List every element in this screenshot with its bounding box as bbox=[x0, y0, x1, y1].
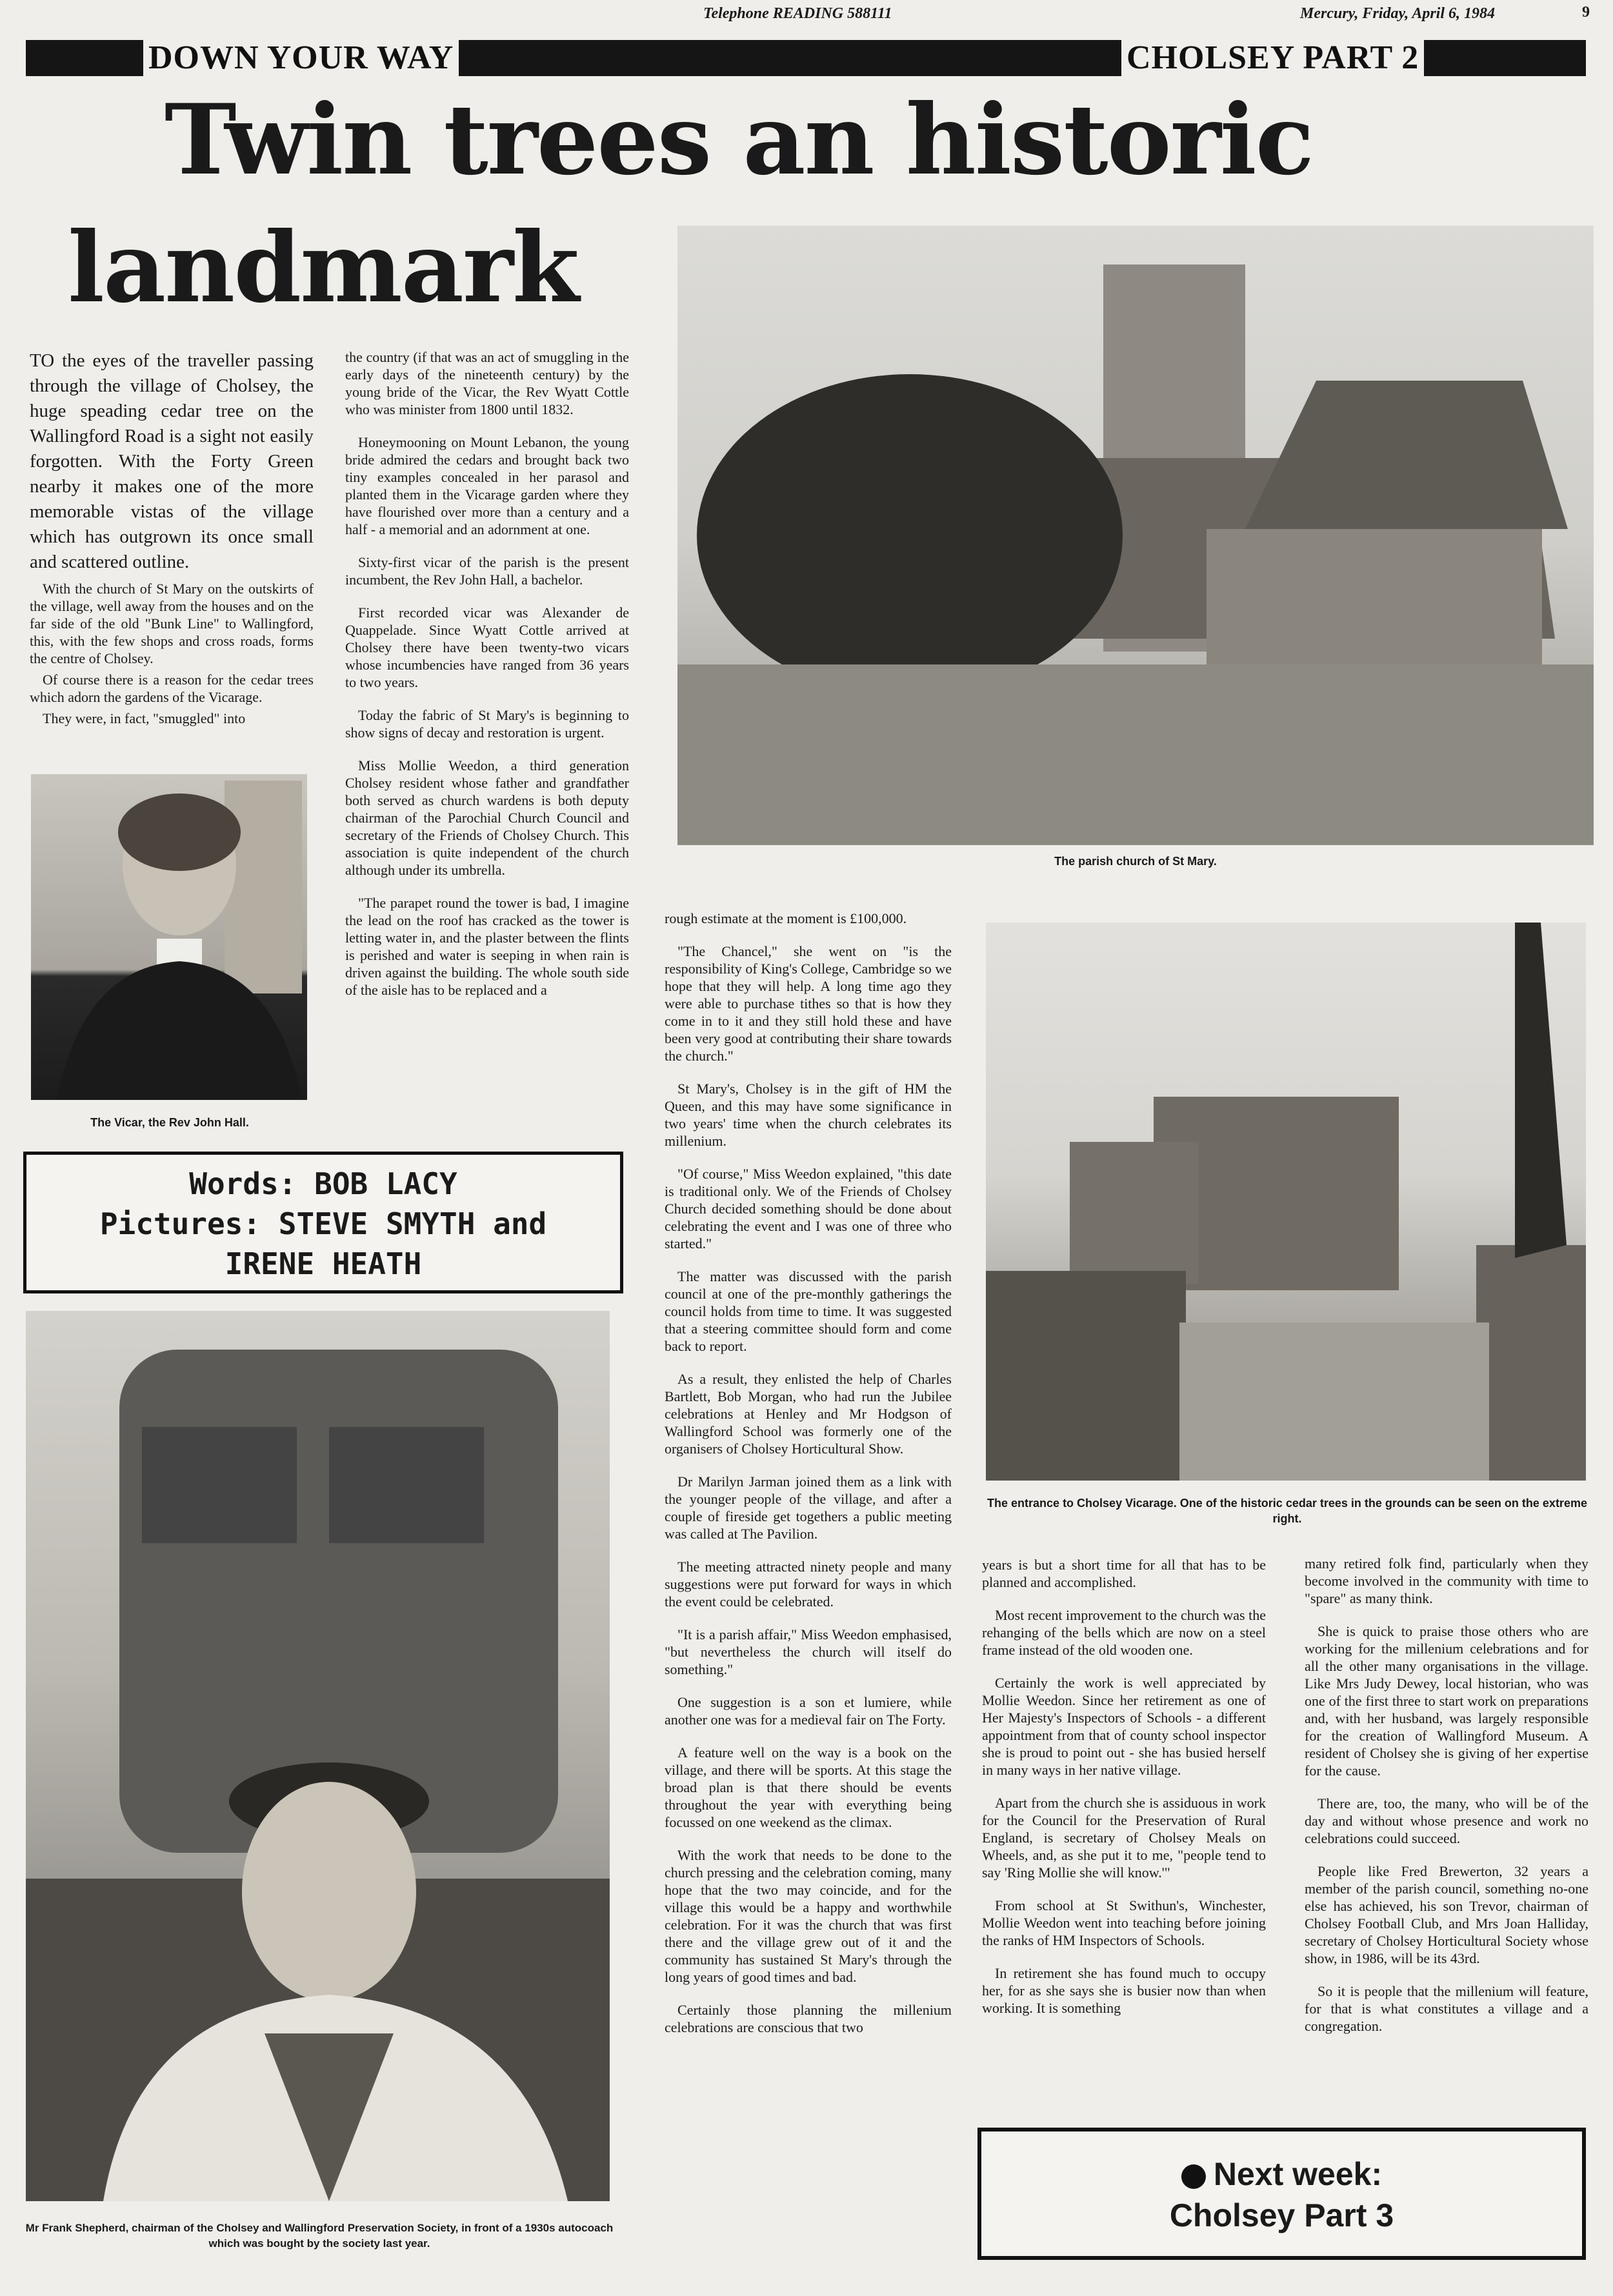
article-column-1 bbox=[30, 348, 314, 743]
paragraph: In retirement she has found much to occupy her, for as she says she is busier now than when working. It is something bbox=[982, 1965, 1266, 2016]
paragraph: "Of course," Miss Weedon explained, "this date is traditional only. We of the Friends of Cholsey Church decided something should be done about celebrating the event and I was one of three who started." bbox=[665, 1166, 952, 1252]
vicarage-entrance-photo bbox=[986, 923, 1586, 1481]
paragraph: Certainly the work is well appreciated by Mollie Weedon. Since her retirement as one of Her Majesty's Inspectors of Schools - a different appointment from that of county school inspector she is proud to point out - she has busied herself in many ways in her native village. bbox=[982, 1675, 1266, 1778]
lead-paragraph: TO the eyes of the traveller passing through the village of Cholsey, the huge speading cedar tree on the Wallingford Road is a sight not easily forgotten. With the Forty Green nearby it makes one of the more memorable vistas of the village which has outgrown its once small and scattered outline. bbox=[30, 350, 314, 572]
next-week-box bbox=[977, 2128, 1586, 2260]
paragraph: From school at St Swithun's, Winchester, Mollie Weedon went into teaching before joining the ranks of HM Inspectors of Schools. bbox=[982, 1897, 1266, 1948]
paragraph: rough estimate at the moment is £100,000. bbox=[665, 910, 907, 926]
paragraph: Apart from the church she is assiduous in work for the Council for the Preservation of Rural England, is secretary of Cholsey Meals on Wheels, and, as she put it to me, "people tend to say 'Ring Mollie she will know.'" bbox=[982, 1795, 1266, 1881]
paragraph: People like Fred Brewerton, 32 years a member of the parish council, something no-one else has achieved, his son Trevor, chairman of Cholsey Football Club, and Mrs Joan Halliday, secretary of Cholsey Horticultural Society whose show, in 1986, will be its 43rd. bbox=[1305, 1863, 1588, 1966]
paragraph: There are, too, the many, who will be of the day and without whose presence and work no celebrations could succeed. bbox=[1305, 1795, 1588, 1846]
paragraph: They were, in fact, "smuggled" into bbox=[43, 710, 246, 726]
paragraph: So it is people that the millenium will feature, for that is what constitutes a village and a congregation. bbox=[1305, 1983, 1588, 2034]
credits-box bbox=[23, 1152, 623, 1293]
paragraph: Today the fabric of St Mary's is beginning to show signs of decay and restoration is urgent. bbox=[345, 707, 629, 741]
paragraph: Miss Mollie Weedon, a third generation Cholsey resident whose father and grandfather both served as church wardens is both deputy chairman of the Parochial Church Council and secretary of the Friends of Cholsey Church. This association is quite independent of the church although under its umbrella. bbox=[345, 757, 629, 878]
paragraph: "The Chancel," she went on "is the responsibility of King's College, Cambridge so we hope that they will help. A long time ago they were able to purchase tithes so that is how they come in to it and they still hold these and have been very good at contributing their share towards the church." bbox=[665, 943, 952, 1064]
paragraph: Most recent improvement to the church was the rehanging of the bells which are now on a steel frame instead of the old wooden one. bbox=[982, 1607, 1266, 1658]
headline-line-1: Twin trees an historic bbox=[165, 83, 1314, 197]
credits-pictures-cont: IRENE HEATH bbox=[225, 1246, 422, 1281]
paragraph: Honeymooning on Mount Lebanon, the young bride admired the cedars and brought back two tiny examples concealed in her parasol and planted them in the Vicarage garden where they have flourished over more than a century and a half - a memorial and an adornment at one. bbox=[345, 434, 629, 537]
paragraph: many retired folk find, particularly when they become involved in the community with time to "spare" as many think. bbox=[1305, 1555, 1588, 1606]
next-week-heading bbox=[981, 2153, 1582, 2195]
paragraph: The meeting attracted ninety people and many suggestions were put forward for ways in which the event could be celebrated. bbox=[665, 1559, 952, 1610]
paragraph: St Mary's, Cholsey is in the gift of HM the Queen, and this may have some significance in two years' time when the church celebrates its millenium. bbox=[665, 1081, 952, 1149]
article-column-4 bbox=[982, 1556, 1266, 2032]
article-column-3 bbox=[665, 910, 952, 2051]
bullet-icon bbox=[1181, 2164, 1206, 2189]
paragraph: Dr Marilyn Jarman joined them as a link with the younger people of the village, and after a couple of fireside get togethers a public meeting was called at The Pavilion. bbox=[665, 1473, 952, 1542]
paragraph: "It is a parish affair," Miss Weedon emphasised, "but nevertheless the church will itself do something." bbox=[665, 1626, 952, 1677]
paragraph: A feature well on the way is a book on the village, and there will be sports. At this stage the broad plan is that there should be events throughout the year with everything being focussed on one weekend as the climax. bbox=[665, 1744, 952, 1830]
credits-pictures: Pictures: STEVE SMYTH and bbox=[99, 1206, 547, 1241]
paragraph: the country (if that was an act of smuggling in the early days of the nineteenth century) by the young bride of the Vicar, the Rev Wyatt Cottle who was minister from 1800 until 1832. bbox=[345, 349, 629, 417]
next-week-title: Cholsey Part 3 bbox=[1169, 2197, 1394, 2233]
church-caption: The parish church of St Mary. bbox=[1054, 855, 1217, 868]
shepherd-caption: Mr Frank Shepherd, chairman of the Cholsey and Wallingford Preservation Society, in front of a 1930s autocoach which was bought by the society last year. bbox=[25, 2222, 614, 2250]
paragraph: With the work that needs to be done to the church pressing and the celebration coming, many hope that the two may coincide, and for the village this would be a happy and worthwhile celebration. For it was the church that was first there and the village grew out of it and the community has sustained St Mary's through the long years of good times and bad. bbox=[665, 1847, 952, 1985]
paragraph: One suggestion is a son et lumiere, while another one was for a medieval fair on The Forty. bbox=[665, 1694, 952, 1728]
masthead-date: Mercury, Friday, April 6, 1984 bbox=[1300, 5, 1496, 22]
section-bar bbox=[26, 40, 1586, 76]
paragraph: Certainly those planning the millenium celebrations are conscious that two bbox=[665, 2002, 952, 2035]
vicarage-caption: The entrance to Cholsey Vicarage. One of the historic cedar trees in the grounds can be seen on the extreme right. bbox=[987, 1497, 1587, 1525]
church-photo bbox=[677, 226, 1594, 845]
section-label-down-your-way: DOWN YOUR WAY bbox=[143, 40, 459, 76]
page-number: 9 bbox=[1582, 4, 1590, 21]
section-label-cholsey-part-2: CHOLSEY PART 2 bbox=[1121, 40, 1424, 76]
paragraph: Sixty-first vicar of the parish is the present incumbent, the Rev John Hall, a bachelor. bbox=[345, 554, 629, 588]
credits-words: Words: BOB LACY bbox=[189, 1166, 457, 1201]
paragraph: Of course there is a reason for the cedar trees which adorn the gardens of the Vicarage. bbox=[30, 672, 314, 705]
article-column-2 bbox=[345, 348, 629, 1014]
paragraph: "The parapet round the tower is bad, I imagine the lead on the roof has cracked as the tower is letting water in, and the plaster between the flints is perished and water is seeping in when rain is driven against the building. The whole south side of the aisle has to be replaced and a bbox=[345, 895, 629, 998]
paragraph: First recorded vicar was Alexander de Quappelade. Since Wyatt Cottle arrived at Cholsey there have been twenty-two vicars whose incumbencies have ranged from 36 years to two years. bbox=[345, 604, 629, 690]
paragraph: As a result, they enlisted the help of Charles Bartlett, Bob Morgan, who had run the Jubilee celebrations at Henley and Mr Hodgson of Wallingford School was formerly one of the organisers of Cholsey Horticultural Show. bbox=[665, 1371, 952, 1457]
paragraph: With the church of St Mary on the outskirts of the village, well away from the houses and on the far side of the old "Bunk Line" to Wallingford, this, with the few shops and cross roads, forms the centre of Cholsey. bbox=[30, 581, 314, 666]
paragraph: years is but a short time for all that has to be planned and accomplished. bbox=[982, 1557, 1266, 1590]
article-column-5 bbox=[1305, 1555, 1588, 2050]
paragraph: She is quick to praise those others who are working for the millenium celebrations and for all the other many organisations in the village. Like Mrs Judy Dewey, local historian, who was one of the first three to start work on preparations and, with her husband, was largely responsible for the creation of Wallingford Museum. A resident of Cholsey she is giving of her expertise for the cause. bbox=[1305, 1623, 1588, 1779]
masthead-telephone: Telephone READING 588111 bbox=[703, 5, 892, 22]
next-week-label: Next week: bbox=[1213, 2156, 1383, 2192]
shepherd-autocoach-photo bbox=[26, 1311, 610, 2201]
vicar-caption: The Vicar, the Rev John Hall. bbox=[90, 1116, 249, 1129]
vicar-photo bbox=[31, 774, 307, 1100]
paragraph: The matter was discussed with the parish council at one of the pre-monthly gatherings the council holds from time to time. It was suggested that a steering committee should form and come back to report. bbox=[665, 1268, 952, 1354]
headline-line-2: landmark bbox=[68, 211, 578, 324]
